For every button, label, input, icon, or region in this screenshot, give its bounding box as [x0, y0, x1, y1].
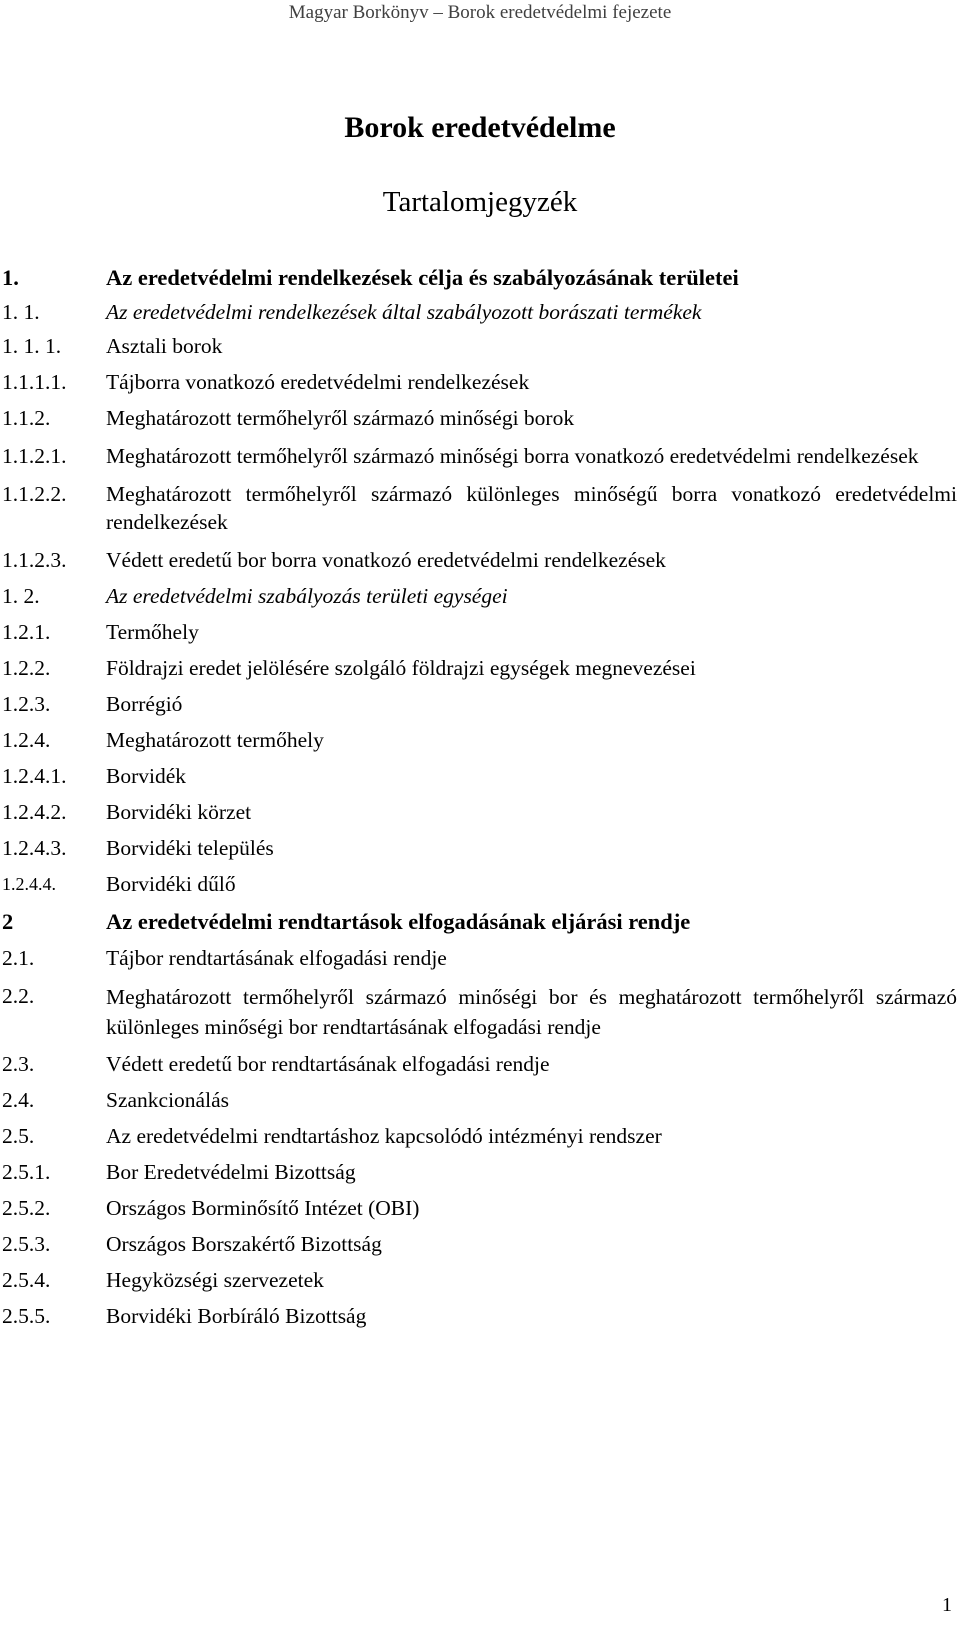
toc-title: Védett eredetű bor borra vonatkozó eredetvédelmi rendelkezések: [106, 548, 666, 572]
toc-title: Hegyközségi szervezetek: [106, 1268, 324, 1292]
toc-title: Földrajzi eredet jelölésére szolgáló földrajzi egységek megnevezései: [106, 656, 696, 680]
running-header: Magyar Borkönyv – Borok eredetvédelmi fejezete: [288, 2, 672, 23]
toc-title: Asztali borok: [106, 334, 223, 358]
toc-number: 1.2.4.3.: [2, 836, 67, 860]
toc-entry-2[interactable]: [2, 908, 957, 936]
toc-number: 1.1.1.1.: [2, 370, 67, 394]
toc-title: Meghatározott termőhelyről származó minőségi bor és meghatározott termőhelyről származó különleges minőségi bor rendtartásának elfogadási rendje: [106, 985, 957, 1039]
toc-number: 2: [2, 909, 14, 934]
toc-number: 1.2.3.: [2, 692, 51, 716]
toc-number: 1.2.4.: [2, 728, 51, 752]
toc-title: Meghatározott termőhelyről származó különleges minőségű borra vonatkozó eredetvédelmi rendelkezések: [106, 482, 957, 534]
toc-title: Az eredetvédelmi szabályozás területi egységei: [106, 584, 508, 608]
toc-entry-1-2-3[interactable]: [2, 690, 957, 718]
toc-title: Borvidék: [106, 764, 187, 788]
toc-entry-2-5-3[interactable]: [2, 1230, 957, 1258]
toc-number: 2.5.: [2, 1124, 35, 1148]
toc-entry-2-5-2[interactable]: [2, 1194, 957, 1222]
toc-number: 1. 1.: [2, 300, 40, 324]
toc-title: Borvidéki Borbíráló Bizottság: [106, 1304, 367, 1328]
toc-entry-2-1[interactable]: [2, 944, 957, 972]
toc-entry-1-1[interactable]: [2, 298, 957, 326]
toc-entry-1-1-1[interactable]: [2, 332, 957, 360]
toc-title: Országos Borszakértő Bizottság: [106, 1232, 382, 1256]
toc-number: 1.2.1.: [2, 620, 51, 644]
toc-number: 1.2.2.: [2, 656, 51, 680]
toc-entry-1-1-2[interactable]: [2, 404, 957, 432]
toc-title: Borrégió: [106, 692, 183, 716]
toc-number: 2.1.: [2, 946, 35, 970]
toc-number: 1.1.2.: [2, 406, 51, 430]
toc-entry-1-1-2-3[interactable]: [2, 546, 957, 574]
toc-entry-1-2-4-3[interactable]: [2, 834, 957, 862]
toc-title: Meghatározott termőhelyről származó minőségi borra vonatkozó eredetvédelmi rendelkezések: [106, 444, 919, 468]
toc-number: 2.5.3.: [2, 1232, 51, 1256]
toc-number: 2.4.: [2, 1088, 35, 1112]
toc-heading: Tartalomjegyzék: [382, 186, 578, 218]
toc-entry-1-2-4-1[interactable]: [2, 762, 957, 790]
toc-entry-2-2[interactable]: [2, 982, 957, 1042]
toc-entry-1-2-2[interactable]: [2, 654, 957, 682]
toc-entry-2-4[interactable]: [2, 1086, 957, 1114]
toc-title: Szankcionálás: [106, 1088, 229, 1112]
toc-title: Tájbor rendtartásának elfogadási rendje: [106, 946, 447, 970]
toc-title: Borvidéki körzet: [106, 800, 252, 824]
toc-number: 1.1.2.2.: [2, 482, 67, 506]
toc-title: Védett eredetű bor rendtartásának elfogadási rendje: [106, 1052, 550, 1076]
toc-entry-1-1-2-1[interactable]: [2, 442, 957, 470]
toc-title: Tájborra vonatkozó eredetvédelmi rendelkezések: [106, 370, 530, 394]
toc-entry-1-2-4-4[interactable]: [2, 870, 957, 898]
toc-number: 1. 1. 1.: [2, 334, 62, 358]
toc-entry-1-2-4-2[interactable]: [2, 798, 957, 826]
toc-entry-2-5-4[interactable]: [2, 1266, 957, 1294]
toc-number: 1.2.4.1.: [2, 764, 67, 788]
toc-entry-1-1-1-1[interactable]: [2, 368, 957, 396]
toc-number: 2.5.1.: [2, 1160, 51, 1184]
toc-title: Az eredetvédelmi rendelkezések célja és szabályozásának területei: [106, 265, 739, 290]
toc-title: Meghatározott termőhelyről származó minőségi borok: [106, 406, 575, 430]
toc-number: 2.2.: [2, 984, 35, 1008]
toc-title: Bor Eredetvédelmi Bizottság: [106, 1160, 356, 1184]
toc-entry-1-1-2-2[interactable]: [2, 480, 957, 536]
toc-title: Az eredetvédelmi rendtartáshoz kapcsolódó intézményi rendszer: [106, 1124, 662, 1148]
toc-number: 1.2.4.2.: [2, 800, 67, 824]
toc-number: 1.1.2.1.: [2, 444, 67, 468]
toc-entry-2-5-5[interactable]: [2, 1302, 957, 1330]
toc-entry-2-5-1[interactable]: [2, 1158, 957, 1186]
toc-entry-2-5[interactable]: [2, 1122, 957, 1150]
toc-title: Borvidéki dűlő: [106, 872, 236, 896]
toc-entry-1[interactable]: [2, 264, 957, 292]
page-number: 1: [942, 1594, 952, 1616]
toc-entry-1-2[interactable]: [2, 582, 957, 610]
toc-entry-2-3[interactable]: [2, 1050, 957, 1078]
toc-number: 1.1.2.3.: [2, 548, 67, 572]
toc-title: Országos Borminősítő Intézet (OBI): [106, 1196, 420, 1220]
toc-number: 2.5.5.: [2, 1304, 51, 1328]
toc-number: 1.: [2, 265, 19, 290]
toc-number: 2.5.4.: [2, 1268, 51, 1292]
toc-number: 2.5.2.: [2, 1196, 51, 1220]
toc-title: Az eredetvédelmi rendtartások elfogadásának eljárási rendje: [106, 909, 691, 934]
toc-number: 2.3.: [2, 1052, 35, 1076]
toc-title: Meghatározott termőhely: [106, 728, 324, 752]
toc-title: Borvidéki település: [106, 836, 274, 860]
document-title: Borok eredetvédelme: [344, 111, 616, 144]
toc-title: Termőhely: [106, 620, 199, 644]
table-of-contents: [2, 260, 957, 1330]
toc-entry-1-2-1[interactable]: [2, 618, 957, 646]
toc-title: Az eredetvédelmi rendelkezések által szabályozott borászati termékek: [106, 300, 702, 324]
toc-number: 1. 2.: [2, 584, 40, 608]
toc-number: 1.2.4.4.: [2, 874, 56, 894]
toc-entry-1-2-4[interactable]: [2, 726, 957, 754]
